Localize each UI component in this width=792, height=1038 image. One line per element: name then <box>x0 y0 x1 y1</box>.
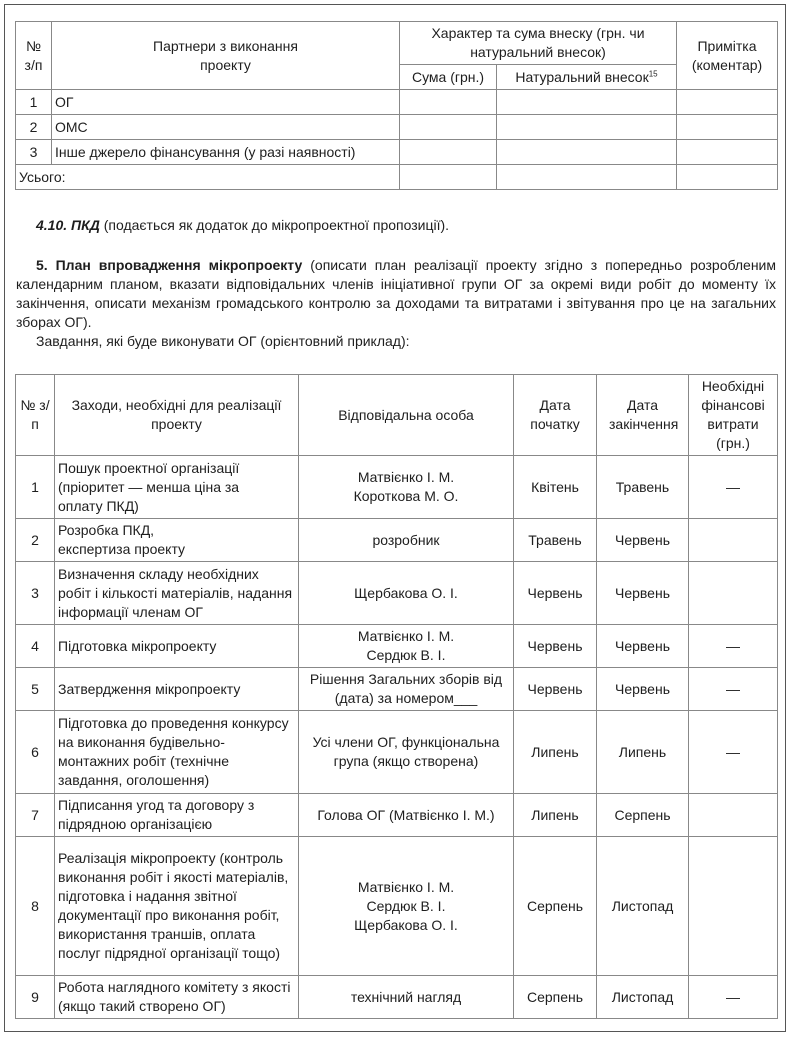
table-row <box>16 668 778 711</box>
row-responsible: Матвієнко І. М. Сердюк В. І. Щербакова О. І. <box>299 837 514 976</box>
row-cost <box>689 562 778 625</box>
row-cost: — <box>689 456 778 519</box>
section-4-10-text: (подається як додаток до мікропроектної пропозиції). <box>99 217 450 233</box>
row-num: 4 <box>16 625 55 668</box>
row-natural <box>497 115 677 140</box>
row-responsible: Матвієнко І. М. Сердюк В. І. <box>299 625 514 668</box>
table-row <box>16 140 778 165</box>
row-num: 8 <box>16 837 55 976</box>
row-end: Червень <box>597 625 689 668</box>
header-start: Дата початку <box>514 375 597 456</box>
header-note: Примітка (коментар) <box>677 22 778 90</box>
header-num: № з/п <box>16 375 55 456</box>
section-5-title: 5. План впровадження мікропроекту <box>36 257 303 273</box>
row-num: 3 <box>16 562 55 625</box>
row-responsible: розробник <box>299 519 514 562</box>
row-num: 2 <box>16 115 52 140</box>
row-end: Листопад <box>597 837 689 976</box>
row-note <box>677 115 778 140</box>
row-cost: — <box>689 625 778 668</box>
header-contribution: Характер та сума внеску (грн. чи натуральний внесок) <box>400 22 677 65</box>
total-label: Усього: <box>16 165 400 190</box>
row-start: Липень <box>514 794 597 837</box>
row-num: 2 <box>16 519 55 562</box>
row-start: Серпень <box>514 837 597 976</box>
row-amount <box>400 90 497 115</box>
row-num: 1 <box>16 90 52 115</box>
row-cost <box>689 519 778 562</box>
row-end: Серпень <box>597 794 689 837</box>
table-row <box>16 456 778 519</box>
row-end: Червень <box>597 668 689 711</box>
table-row <box>16 976 778 1019</box>
row-amount <box>400 115 497 140</box>
row-num: 6 <box>16 711 55 794</box>
table-row <box>16 90 778 115</box>
row-responsible: Щербакова О. І. <box>299 562 514 625</box>
row-start: Червень <box>514 562 597 625</box>
row-cost: — <box>689 668 778 711</box>
row-start: Травень <box>514 519 597 562</box>
table-row <box>16 837 778 976</box>
table-row <box>16 794 778 837</box>
row-measure: Розробка ПКД, експертиза проекту <box>55 519 299 562</box>
row-responsible: Усі члени ОГ, функціональна група (якщо створена) <box>299 711 514 794</box>
header-measures: Заходи, необхідні для реалізації проекту <box>55 375 299 456</box>
row-num: 5 <box>16 668 55 711</box>
row-partner: Інше джерело фінансування (у разі наявності) <box>52 140 400 165</box>
row-measure: Визначення складу необхідних робіт і кількості матеріалів, надання інформації членам ОГ <box>55 562 299 625</box>
tasks-header-row <box>16 375 778 456</box>
header-responsible: Відповідальна особа <box>299 375 514 456</box>
row-measure: Робота наглядного комітету з якості (якщо такий створено ОГ) <box>55 976 299 1019</box>
header-num: № з/п <box>16 22 52 90</box>
table-row <box>16 115 778 140</box>
row-measure: Підготовка мікропроекту <box>55 625 299 668</box>
row-cost: — <box>689 711 778 794</box>
header-costs: Необхідні фінансові витрати (грн.) <box>689 375 778 456</box>
row-natural <box>497 140 677 165</box>
row-num: 7 <box>16 794 55 837</box>
tasks-table <box>15 374 778 1019</box>
total-natural <box>497 165 677 190</box>
row-responsible: Матвієнко І. М. Короткова М. О. <box>299 456 514 519</box>
row-num: 3 <box>16 140 52 165</box>
row-num: 9 <box>16 976 55 1019</box>
table-row <box>16 711 778 794</box>
row-end: Листопад <box>597 976 689 1019</box>
row-cost <box>689 837 778 976</box>
row-note <box>677 90 778 115</box>
row-cost: — <box>689 976 778 1019</box>
footnote-marker: 15 <box>648 68 658 78</box>
tasks-intro: Завдання, які буде виконувати ОГ (орієнтовний приклад): <box>36 333 410 349</box>
row-start: Липень <box>514 711 597 794</box>
total-row <box>16 165 778 190</box>
row-cost <box>689 794 778 837</box>
table-row <box>16 519 778 562</box>
partners-header-row <box>16 22 778 65</box>
header-natural <box>497 65 677 90</box>
header-amount: Сума (грн.) <box>400 65 497 90</box>
row-responsible: Рішення Загальних зборів від (дата) за номером___ <box>299 668 514 711</box>
row-start: Серпень <box>514 976 597 1019</box>
total-amount <box>400 165 497 190</box>
section-5-text: (описати план реалізації проекту згідно з попередньо розробленим календарним планом, вказати відповідальних членів ініціативної групи ОГ за окремі види робіт до моменту їх закінчення, описати механізм громадського контролю за доходами та витратами і звітування про це на загальних зборах ОГ). <box>16 257 776 330</box>
row-start: Квітень <box>514 456 597 519</box>
row-responsible: технічний нагляд <box>299 976 514 1019</box>
total-note <box>677 165 778 190</box>
row-partner: ОГ <box>52 90 400 115</box>
row-amount <box>400 140 497 165</box>
row-partner: ОМС <box>52 115 400 140</box>
row-start: Червень <box>514 668 597 711</box>
row-num: 1 <box>16 456 55 519</box>
table-row <box>16 562 778 625</box>
header-natural-label: Натуральний внесок <box>515 68 649 85</box>
row-note <box>677 140 778 165</box>
row-end: Червень <box>597 519 689 562</box>
header-partners: Партнери з виконання проекту <box>52 22 400 90</box>
row-measure: Підготовка до проведення конкурсу на виконання будівельно-монтажних робіт (технічне завдання, оголошення) <box>55 711 299 794</box>
row-measure: Реалізація мікропроекту (контроль виконання робіт і якості матеріалів, підготовка і надання звітної документації про виконання робіт, використання траншів, оплата послуг підрядної організації тощо) <box>55 837 299 976</box>
row-end: Травень <box>597 456 689 519</box>
header-end: Дата закінчення <box>597 375 689 456</box>
row-measure: Підписання угод та договору з підрядною організацією <box>55 794 299 837</box>
row-natural <box>497 90 677 115</box>
row-end: Червень <box>597 562 689 625</box>
row-responsible: Голова ОГ (Матвієнко І. М.) <box>299 794 514 837</box>
table-row <box>16 625 778 668</box>
row-measure: Затвердження мікропроекту <box>55 668 299 711</box>
section-5 <box>16 256 776 332</box>
row-start: Червень <box>514 625 597 668</box>
section-4-10-title: 4.10. ПКД <box>36 217 100 233</box>
row-end: Липень <box>597 711 689 794</box>
section-4-10 <box>16 216 776 235</box>
partners-table <box>15 21 778 190</box>
row-measure: Пошук проектної організації (пріоритет — менша ціна за оплату ПКД) <box>55 456 299 519</box>
